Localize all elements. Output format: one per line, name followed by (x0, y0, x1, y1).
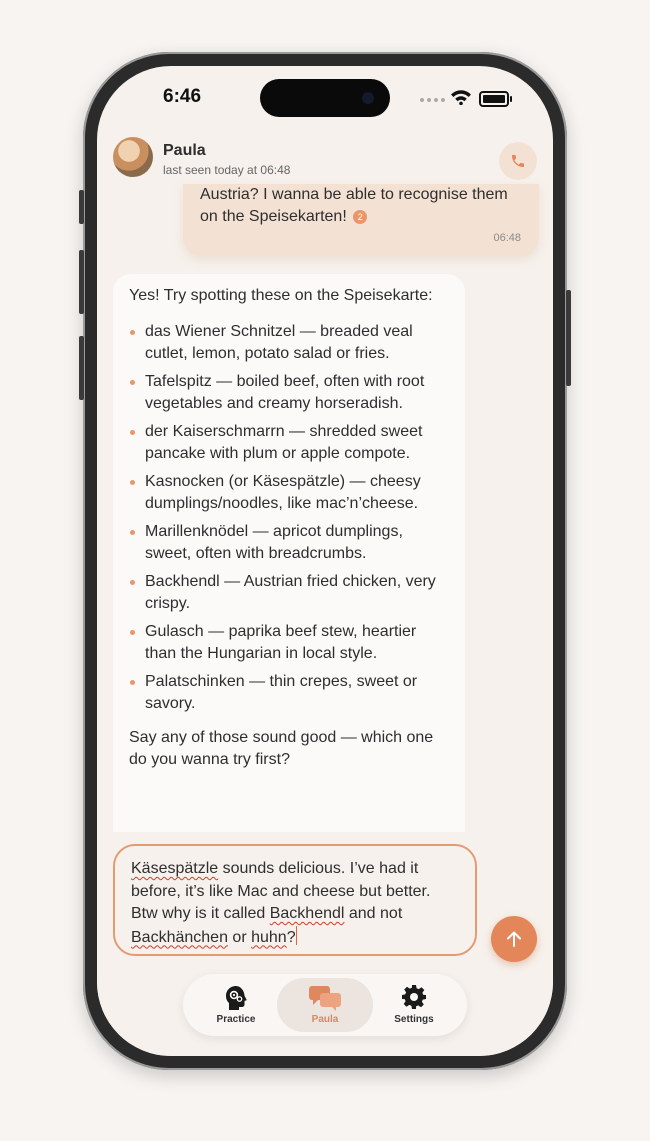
signal-icon (420, 98, 445, 102)
battery-icon (479, 91, 509, 107)
bullet-dot-icon (130, 580, 135, 585)
phone-side-button (566, 290, 571, 386)
message-input[interactable] (113, 844, 477, 956)
bullet-dot-icon (130, 430, 135, 435)
tab-paula[interactable] (277, 978, 373, 1032)
message-timestamp: 06:48 (493, 232, 521, 244)
incoming-message-intro: Yes! Try spotting these on the Speisekarte: (129, 287, 433, 304)
list-item: Tafelspitz — boiled beef, often with root vegetables and creamy horseradish. (129, 371, 449, 415)
list-item: das Wiener Schnitzel — breaded veal cutlet, lemon, potato salad or fries. (129, 321, 449, 365)
bullet-dot-icon (130, 530, 135, 535)
list-item: Gulasch — paprika beef stew, heartier than the Hungarian in local style. (129, 621, 449, 665)
misspelled-word: huhn (251, 928, 287, 946)
misspelled-word: Backhänchen (131, 928, 228, 946)
chat-bubbles-icon (307, 984, 343, 1012)
avatar[interactable] (113, 137, 153, 177)
input-text: sounds delicious. I’ve had it before, it’s like Mac and cheese but better. Btw why is it called (131, 860, 431, 922)
wifi-icon (450, 89, 472, 105)
misspelled-word: Käsespätzle (131, 860, 219, 877)
dish-list (129, 321, 449, 715)
list-item: Kasnocken (or Käsespätzle) — cheesy dumplings/noodles, like mac’n’cheese. (129, 471, 449, 515)
phone-screen (97, 66, 553, 1056)
list-item: Palatschinken — thin crepes, sweet or savory. (129, 671, 449, 715)
tab-bar (183, 974, 467, 1036)
bullet-dot-icon (130, 480, 135, 485)
call-button[interactable] (499, 142, 537, 180)
text-cursor (296, 926, 298, 945)
phone-icon (510, 153, 526, 169)
send-button[interactable] (491, 916, 537, 962)
incoming-message-outro: Say any of those sound good — which one do you wanna try first? (129, 729, 434, 768)
list-item: Marillenknödel — apricot dumplings, sweet, often with breadcrumbs. (129, 521, 449, 565)
list-item: Backhendl — Austrian fried chicken, very crispy. (129, 571, 449, 615)
arrow-up-icon (504, 929, 524, 949)
outgoing-message (183, 184, 539, 256)
status-time: 6:46 (163, 86, 202, 107)
tab-label: Settings (394, 1014, 434, 1025)
contact-name[interactable]: Paula (163, 142, 206, 159)
tab-label: Paula (311, 1014, 339, 1025)
chat-header (97, 132, 553, 188)
gear-icon (401, 984, 427, 1010)
phone-side-button (79, 250, 84, 314)
last-seen-status: last seen today at 06:48 (163, 163, 291, 177)
bullet-dot-icon (130, 330, 135, 335)
tab-label: Practice (216, 1014, 256, 1025)
input-text: or (227, 928, 252, 946)
bullet-dot-icon (130, 380, 135, 385)
bullet-dot-icon (130, 630, 135, 635)
head-gears-icon (223, 984, 249, 1012)
camera-icon (362, 92, 374, 104)
incoming-message (113, 274, 465, 874)
input-text: ? (286, 928, 296, 946)
bullet-dot-icon (130, 680, 135, 685)
misspelled-word: Backhendl (269, 905, 345, 922)
message-count-badge: 2 (353, 210, 367, 224)
list-item: der Kaiserschmarrn — shredded sweet pancake with plum or apple compote. (129, 421, 449, 465)
phone-side-button (79, 336, 84, 400)
dynamic-island (260, 79, 390, 117)
tab-settings[interactable] (366, 978, 462, 1032)
tab-practice[interactable] (188, 978, 284, 1032)
outgoing-message-text: Austria? I wanna be able to recognise them on the Speisekarten! 2 (200, 186, 508, 225)
phone-side-button (79, 190, 84, 224)
input-text: and not (344, 905, 403, 922)
